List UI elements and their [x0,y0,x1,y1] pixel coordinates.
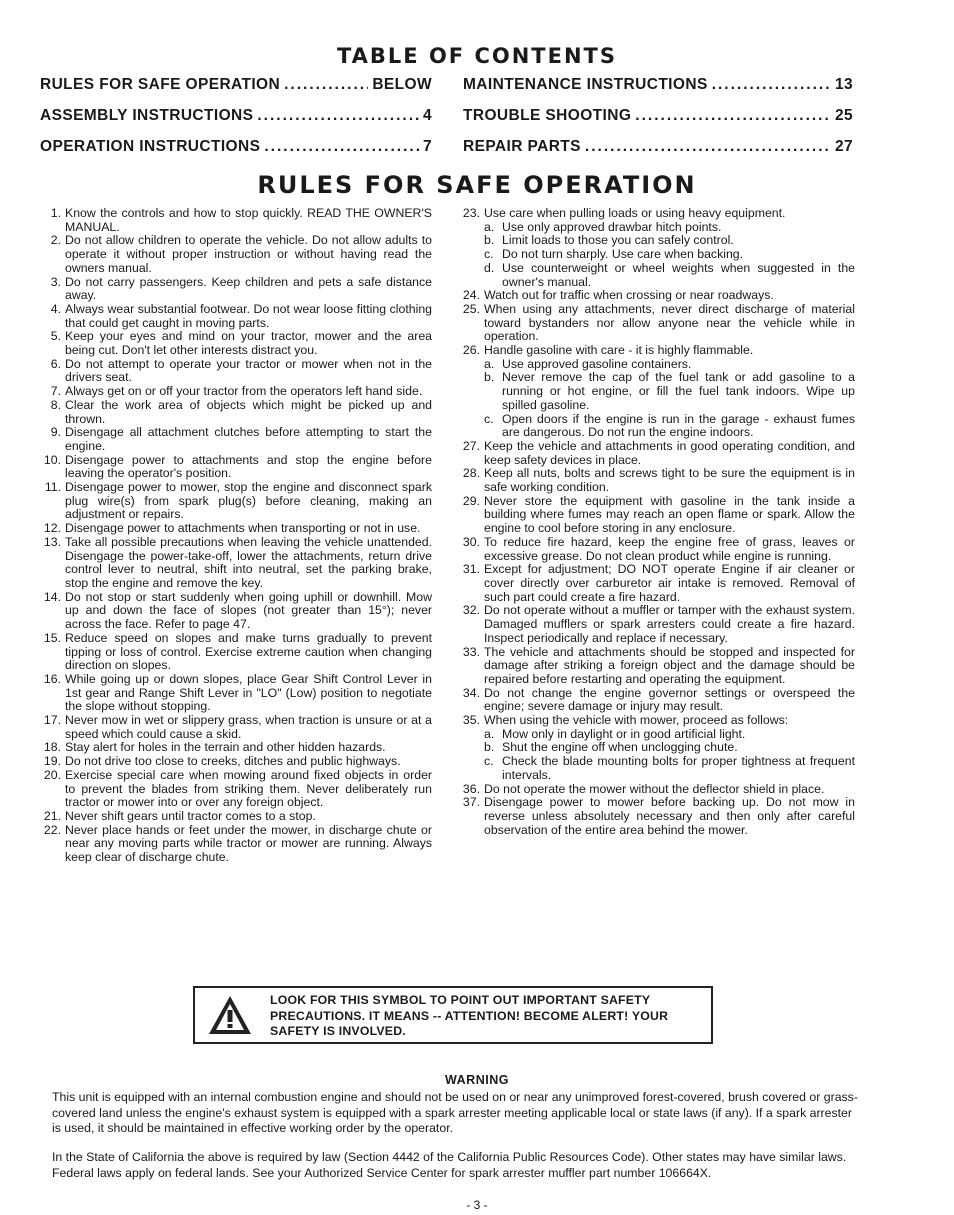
rule-text: Keep the vehicle and attachments in good operating condition, and keep safety devices in place. [484,438,855,467]
rule-item [36,234,432,275]
rule-text: Disengage power to attachments when transporting or not in use. [65,521,421,536]
rule-subitem-text: Limit loads to those you can safely control. [502,233,734,248]
rule-text: Always wear substantial footwear. Do not wear loose fitting clothing that could get caught in moving parts. [65,301,432,330]
rule-text: Never place hands or feet under the mower, in discharge chute or near any moving parts while tractor or mower are running. Always keep clear of discharge chute. [65,822,432,865]
rule-text: Clear the work area of objects which might be picked up and thrown. [65,397,432,426]
rule-number: 27. [462,438,480,453]
rule-text: Exercise special care when mowing around fixed objects in order to prevent the blades from striking them. Never deliberately run tractor or mower into or over any foreign object. [65,767,432,810]
rules-title: RULES FOR SAFE OPERATION [257,171,697,199]
toc-entry [40,138,432,169]
toc-entry-page: BELOW [372,76,432,93]
rule-number: 34. [462,685,480,700]
toc-entry-page: 25 [834,107,853,124]
rule-text: Always get on or off your tractor from the operators left hand side. [65,384,423,399]
rule-item [455,467,855,494]
rule-subitem [484,413,855,440]
rule-subitem-letter: d. [484,260,495,275]
rule-number: 1. [50,206,61,220]
rule-number: 14. [43,589,61,604]
rule-number: 19. [43,754,61,769]
rule-subitem [484,234,855,248]
rule-item [36,207,432,234]
rule-subitem-text: Use only approved drawbar hitch points. [502,219,722,234]
rule-item [455,796,855,837]
toc-entry [40,107,432,138]
toc-leader-dots [257,107,419,125]
rule-subitem-text: Check the blade mounting bolts for proper tightness at frequent intervals. [502,754,855,782]
toc-entry-label: REPAIR PARTS [463,138,581,155]
rule-subitem-letter: c. [484,754,494,769]
rule-subitem-letter: c. [484,247,494,262]
rule-item [36,481,432,522]
rules-left-column [36,207,432,865]
warning-title: WARNING [445,1073,509,1087]
safety-notice-text: LOOK FOR THIS SYMBOL TO POINT OUT IMPORTANT SAFETY PRECAUTIONS. IT MEANS -- ATTENTION! BECOME ALERT! YOUR SAFETY IS INVOLVED. [270,993,669,1038]
rule-number: 8. [50,397,61,412]
toc-entry-label: TROUBLE SHOOTING [463,107,632,124]
toc-entry-page: 7 [422,138,432,155]
rule-text: Except for adjustment; DO NOT operate Engine if air cleaner or cover directly over carburetor air intake is removed. Removal of such part could create a fire hazard. [484,562,855,604]
rule-number: 5. [50,329,61,344]
rule-number: 25. [462,301,480,316]
toc-entry-label: RULES FOR SAFE OPERATION [40,76,281,93]
rule-subitem-letter: a. [484,356,495,371]
rule-item [36,741,432,755]
rule-number: 22. [43,822,61,837]
toc-left-column [40,76,432,169]
rule-text: To reduce fire hazard, keep the engine free of grass, leaves or excessive grease. Do not clean product while engine is running. [484,534,855,563]
rule-text: Watch out for traffic when crossing or near roadways. [484,288,774,303]
rule-subitem [484,755,855,782]
toc-entry [463,138,853,169]
rule-text: Stay alert for holes in the terrain and other hidden hazards. [65,740,386,755]
rule-text: Reduce speed on slopes and make turns gradually to prevent tipping or loss of control. Exercise extreme caution when changing direction on slopes. [65,630,432,673]
rule-item [36,769,432,810]
rule-item [455,563,855,604]
toc-entry [463,107,853,138]
rule-subitem-letter: a. [484,219,495,234]
toc-leader-dots [284,76,368,94]
rule-item [36,303,432,330]
rule-number: 2. [50,233,61,248]
rule-text: The vehicle and attachments should be stopped and inspected for damage after striking a foreign object and the damage should be repaired before restarting and operating the equipment. [484,644,855,686]
rule-text: Never store the equipment with gasoline in the tank inside a building where fumes may reach an open flame or spark. Allow the engine to cool before storing in any enclosure. [484,493,855,536]
rule-number: 36. [462,781,480,796]
toc-entry-page: 4 [422,107,432,124]
toc-entry-label: MAINTENANCE INSTRUCTIONS [463,76,708,93]
rule-item [455,604,855,645]
rule-text: Do not allow children to operate the vehicle. Do not allow adults to operate it without proper instruction or without having read the owners manual. [65,233,432,275]
rule-number: 9. [50,425,61,440]
rule-number: 13. [43,534,61,549]
rule-number: 3. [50,274,61,289]
safety-notice-box [193,986,713,1044]
rule-number: 15. [43,630,61,645]
toc-leader-dots [635,107,831,125]
rule-number: 4. [50,301,61,316]
rule-subitem-letter: c. [484,411,494,426]
rule-item [36,276,432,303]
rule-subitem-text: Use approved gasoline containers. [502,356,692,371]
rule-number: 20. [43,767,61,782]
rule-item [455,536,855,563]
rule-item [455,783,855,797]
rule-text: Disengage power to mower, stop the engine and disconnect spark plug wire(s) from spark plug(s) before cleaning, making an adjustment or repairs. [65,480,432,522]
toc-entry [40,76,432,107]
rule-text: Do not drive too close to creeks, ditches and public highways. [65,754,401,769]
rule-text: Disengage all attachment clutches before attempting to start the engine. [65,425,432,453]
rule-number: 21. [43,808,61,823]
rule-item [36,536,432,591]
toc-entry-label: ASSEMBLY INSTRUCTIONS [40,107,254,124]
rule-item [36,632,432,673]
rule-subitem-text: Never remove the cap of the fuel tank or add gasoline to a running or hot engine, or fill the fuel tank indoors. Wipe up spilled gasoline. [502,370,855,412]
rule-item [455,289,855,303]
rule-text: Handle gasoline with care - it is highly flammable. [484,343,754,358]
rule-text: Do not operate without a muffler or tamper with the exhaust system. Damaged mufflers or spark arresters could create a fire hazard. Inspect periodically and replace if necessary. [484,603,855,645]
rule-item [36,673,432,714]
rule-number: 35. [462,713,480,728]
rule-text: Do not attempt to operate your tractor or mower when not in the drivers seat. [65,356,432,385]
rule-text: Do not stop or start suddenly when going uphill or downhill. Mow up and down the face of slopes (not greater than 15°); never across the face. Refer to page 47. [65,589,432,632]
page-number: - 3 - [466,1198,488,1212]
toc-entry [463,76,853,107]
rule-number: 11. [44,480,61,495]
rule-text: Do not carry passengers. Keep children and pets a safe distance away. [65,274,432,303]
rule-text: When using any attachments, never direct discharge of material toward bystanders nor allow anyone near the vehicle while in operation. [484,301,855,344]
rule-subitem [484,262,855,289]
rule-item [36,714,432,741]
toc-entry-label: OPERATION INSTRUCTIONS [40,138,261,155]
rule-subitem-text: Do not turn sharply. Use care when backing. [502,247,744,262]
rule-subitem [484,371,855,412]
warning-paragraph-1: This unit is equipped with an internal combustion engine and should not be used on or near any unimproved forest-covered, brush covered or grass-covered land unless the engine's exhaust system is equipped with a spark arrester meeting applicable local or state laws (if any). If a spark arrester is used, it should be maintained in effective working order by the operator. [52,1090,858,1135]
rule-text: Disengage power to mower before backing up. Do not mow in reverse unless absolutely necessary and then only after careful observation of the entire area behind the mower. [484,795,855,837]
rule-item [455,303,855,344]
warning-paragraph-2: In the State of California the above is required by law (Section 4442 of the California Public Resources Code). Other states may have similar laws. Federal laws apply on federal lands. See your Authorized Service Center for spark arrester muffler part number 106664X. [52,1150,847,1180]
rule-item [36,454,432,481]
rule-text: Do not change the engine governor settings or overspeed the engine; severe damage or injury may result. [484,685,855,714]
rule-subitem-letter: a. [484,726,495,741]
rule-item [455,344,855,440]
rule-number: 31. [462,562,480,577]
rule-text: When using the vehicle with mower, proceed as follows: [484,713,789,728]
rule-item [36,824,432,865]
rule-text: Know the controls and how to stop quickly. READ THE OWNER'S MANUAL. [65,206,432,234]
toc-leader-dots [712,76,831,94]
rule-item [36,426,432,453]
rule-number: 24. [462,288,480,303]
rule-text: Use care when pulling loads or using heavy equipment. [484,206,786,220]
rule-item [36,591,432,632]
rule-subitem-text: Shut the engine off when unclogging chute. [502,740,738,755]
rule-number: 23. [462,206,480,220]
rule-subitem-letter: b. [484,233,495,248]
rule-item [36,399,432,426]
rule-number: 32. [462,603,480,618]
rule-number: 12. [43,521,61,536]
toc-title: TABLE OF CONTENTS [336,44,618,68]
rule-number: 7. [50,384,61,399]
rule-item [36,358,432,385]
rule-item [36,385,432,399]
rule-item [36,755,432,769]
rule-item [455,646,855,687]
rule-subitem-text: Mow only in daylight or in good artificial light. [502,726,746,741]
rule-text: Keep all nuts, bolts and screws tight to be sure the equipment is in safe working condition. [484,466,855,495]
rules-right-column [455,207,855,837]
rule-number: 29. [462,493,480,508]
rule-item [36,330,432,357]
rule-number: 33. [462,644,480,659]
rule-text: Never mow in wet or slippery grass, when traction is unsure or at a speed which could cause a skid. [65,713,432,741]
rule-number: 30. [462,534,480,549]
rule-subitem [484,221,855,235]
rule-subitem [484,248,855,262]
rule-text: Never shift gears until tractor comes to a stop. [65,808,316,823]
rule-item [455,495,855,536]
rule-item [36,810,432,824]
rule-text: Do not operate the mower without the deflector shield in place. [484,781,825,796]
rule-item [455,440,855,467]
rule-item [455,687,855,714]
rule-number: 17. [43,713,61,728]
rule-subitem-text: Use counterweight or wheel weights when suggested in the owner's manual. [502,260,855,289]
rule-number: 6. [50,356,61,371]
rule-number: 18. [43,740,61,755]
rule-subitem [484,728,855,742]
rule-subitem [484,358,855,372]
rule-text: Disengage power to attachments and stop the engine before leaving the operator's position. [65,452,432,481]
rule-number: 26. [462,343,480,358]
rule-text: Keep your eyes and mind on your tractor, mower and the area being cut. Don't let other interests distract you. [65,329,432,358]
toc-entry-page: 27 [834,138,853,155]
rule-item [455,207,855,289]
toc-right-column [463,76,853,169]
rule-subitem-letter: b. [484,740,495,755]
toc-entry-page: 13 [834,76,853,93]
toc-leader-dots [264,138,419,156]
toc-leader-dots [585,138,831,156]
rule-item [36,522,432,536]
rule-text: Take all possible precautions when leaving the vehicle unattended. Disengage the power-take-off, lower the attachments, return drive control lever to neutral, shift into neutral, set the parking brake, stop the engine and remove the key. [65,534,432,590]
rule-number: 10. [43,452,61,467]
rule-text: While going up or down slopes, place Gear Shift Control Lever in 1st gear and Range Shift Lever in "LO" (Low) position to negotiate the slope without stopping. [65,671,432,714]
rule-number: 16. [43,671,61,686]
rule-subitem-letter: b. [484,370,495,385]
rule-subitem [484,741,855,755]
warning-triangle-icon [207,994,253,1036]
rule-number: 37. [462,795,480,810]
rule-item [455,714,855,783]
rule-number: 28. [462,466,480,481]
rule-subitem-text: Open doors if the engine is run in the garage - exhaust fumes are dangerous. Do not run the engine indoors. [502,411,855,440]
